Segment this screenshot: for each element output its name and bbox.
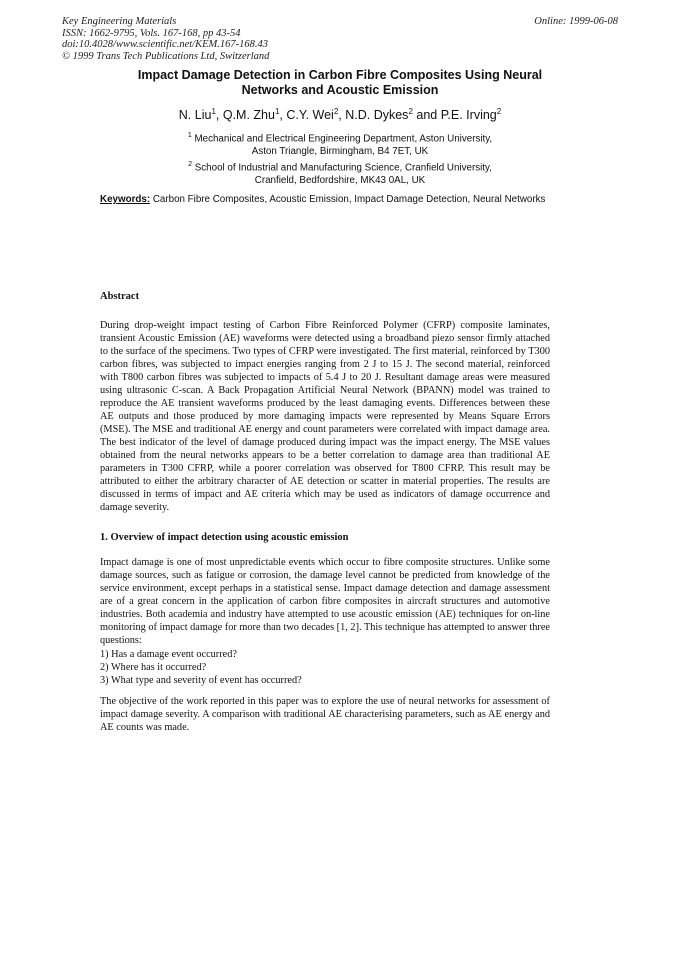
doi-line[interactable]: doi:10.4028/www.scientific.net/KEM.167-168.43 bbox=[62, 39, 268, 51]
author-affiliation-mark: 1 bbox=[211, 107, 216, 116]
journal-name: Key Engineering Materials bbox=[62, 16, 177, 27]
author bbox=[345, 108, 440, 122]
affiliation-text: School of Industrial and Manufacturing Science, Cranfield University, bbox=[194, 162, 492, 174]
affiliation-line bbox=[62, 159, 618, 175]
author-separator: , bbox=[279, 108, 287, 123]
author-name: Q.M. Zhu bbox=[222, 108, 275, 123]
affiliation-text: Mechanical and Electrical Engineering Department, Aston University, bbox=[194, 133, 493, 145]
author-affiliation-mark: 2 bbox=[496, 107, 502, 116]
list-item: 2) Where has it occurred? bbox=[100, 662, 207, 673]
author bbox=[441, 108, 502, 122]
affiliation-number: 1 bbox=[187, 132, 192, 139]
section-1-paragraph-2: The objective of the work reported in this paper was to explore the use of neural networks for assessment of impact damage severity. A comparison with traditional AE characterising parameters, such as AE energy and AE counts was made. bbox=[100, 696, 550, 733]
online-date: Online: 1999-06-08 bbox=[534, 16, 618, 27]
author-affiliation-mark: 2 bbox=[333, 107, 339, 116]
author bbox=[223, 108, 287, 122]
affiliation-line bbox=[62, 130, 618, 146]
keywords bbox=[100, 194, 550, 207]
author-name: N.D. Dykes bbox=[345, 108, 409, 123]
list-item: 3) What type and severity of event has occurred? bbox=[100, 675, 302, 686]
affiliation-1 bbox=[62, 130, 618, 158]
title-line-2: Networks and Acoustic Emission bbox=[241, 83, 439, 97]
affiliation-address: Aston Triangle, Birmingham, B4 7ET, UK bbox=[251, 145, 429, 157]
author-name: N. Liu bbox=[178, 108, 212, 123]
copyright-line: © 1999 Trans Tech Publications Ltd, Switzerland bbox=[62, 50, 270, 62]
author-separator: , bbox=[215, 108, 223, 123]
author-name: P.E. Irving bbox=[440, 108, 497, 123]
author bbox=[286, 108, 345, 122]
affiliation-2 bbox=[62, 159, 618, 187]
paper-title bbox=[62, 68, 618, 98]
author-list bbox=[62, 107, 618, 122]
abstract-text: During drop-weight impact testing of Carbon Fibre Reinforced Polymer (CFRP) composite laminates, transient Acoustic Emission (AE) waveforms were detected using a broadband piezo sensor firmly attached to the surface of the specimens. Two types of CFRP were investigated. The first material, reinforced by T300 carbon fibres, was subjected to impact energies ranging from 2 J to 15 J. The second material, reinforced with T800 carbon fibres was subjected to impacts of 5.4 J to 20 J. Resultant damage areas were measured using ultrasonic C-scan. A Back Propagation Artificial Neural Network (BPANN) model was trained to reproduce the AE transient waveforms produced by the least damaging events. Differences between these AE outputs and those produced by more damaging impacts were represented by Means Square Errors (MSE). The MSE and traditional AE energy and count parameters were correlated with impact damage area. The best indicator of the level of damage produced during impact was the impact energy. The MSE values obtained from the neural networks appears to be a better correlation to damage area than traditional AE parameters in T300 CFRP, while a poorer correlation was observed for T800 CFRP. This result may be attributed to either the arbitrary character of AE detection or scatter in material properties. The results are discussed in terms of impact and AE criteria which may be used as indicators of damage occurrence and damage severity. bbox=[100, 320, 550, 513]
abstract-heading: Abstract bbox=[100, 291, 140, 302]
keywords-label: Keywords: bbox=[100, 194, 151, 205]
affiliation-address: Cranfield, Bedfordshire, MK43 0AL, UK bbox=[254, 174, 426, 186]
author-separator: and bbox=[412, 108, 441, 123]
affiliation-number: 2 bbox=[188, 161, 193, 168]
author-affiliation-mark: 2 bbox=[408, 107, 413, 116]
author-name: C.Y. Wei bbox=[286, 108, 334, 123]
section-1-heading: 1. Overview of impact detection using acoustic emission bbox=[100, 532, 349, 543]
page-header bbox=[62, 16, 618, 62]
title-line-1: Impact Damage Detection in Carbon Fibre Composites Using Neural bbox=[137, 68, 543, 82]
list-item: 1) Has a damage event occurred? bbox=[100, 649, 237, 660]
keywords-text: Carbon Fibre Composites, Acoustic Emission, Impact Damage Detection, Neural Networks bbox=[152, 194, 546, 205]
question-list bbox=[100, 648, 550, 687]
author-affiliation-mark: 1 bbox=[274, 107, 280, 116]
author bbox=[179, 108, 223, 122]
author-separator: , bbox=[338, 108, 346, 123]
section-1-paragraph-1: Impact damage is one of most unpredictable events which occur to fibre composite structures. Unlike some damage sources, such as fatigue or corrosion, the damage level cannot be predicted from knowledge of the service environment, except perhaps in a statistical sense. Impact damage detection and damage assessment are of a great concern in the application of carbon fibre composites in aircraft structures and automotive industries. Both academia and industry have attempted to use acoustic emission (AE) techniques for on-line monitoring of impact damage for more than two decades [1, 2]. This technique has attempted to answer three questions: bbox=[100, 557, 550, 646]
issn-line: ISSN: 1662-9795, Vols. 167-168, pp 43-54 bbox=[62, 27, 241, 39]
